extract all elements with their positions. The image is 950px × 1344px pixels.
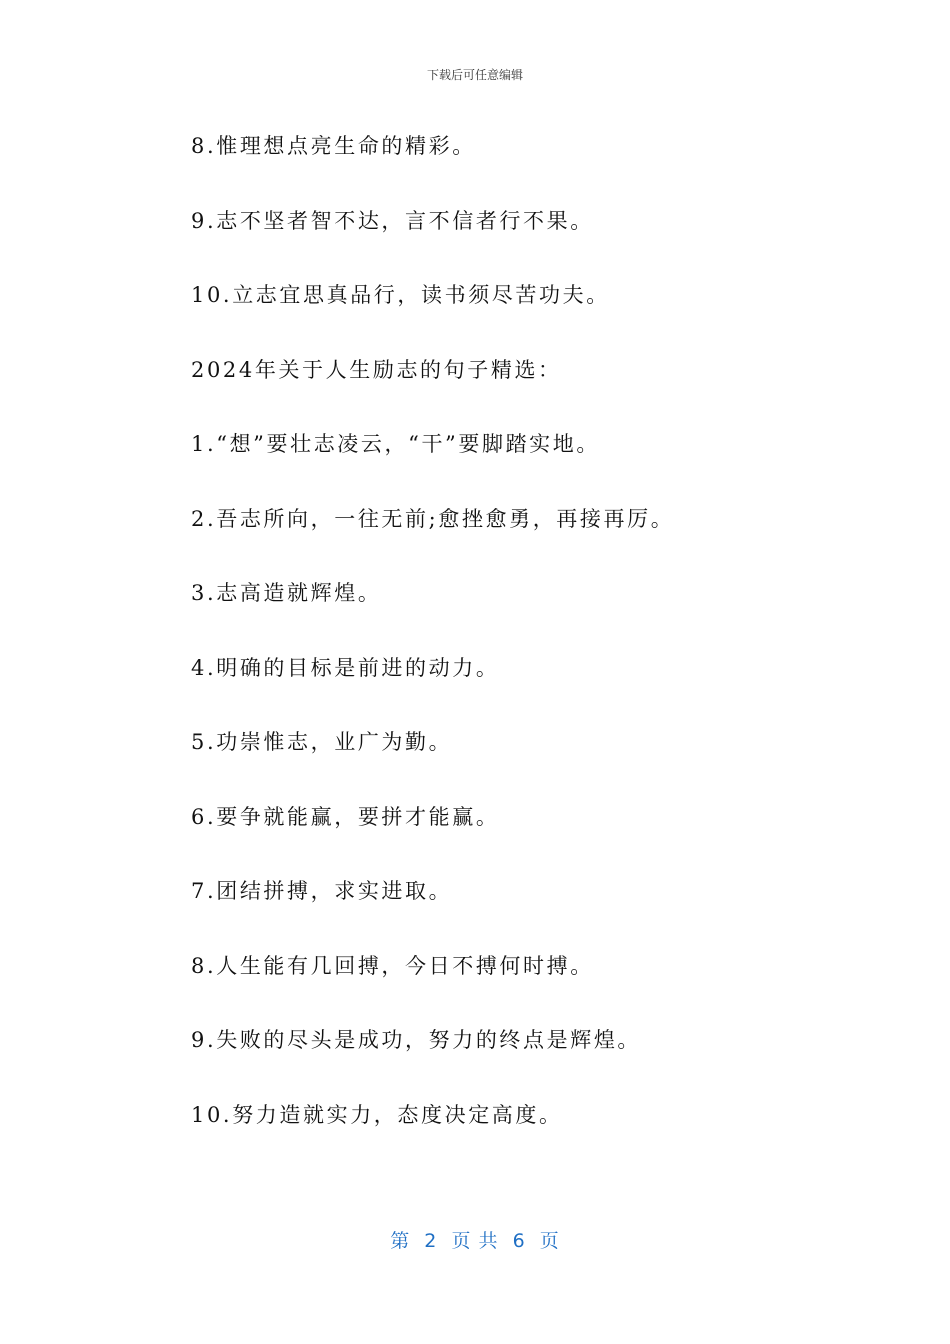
page-number-footer: 第 2 页 共 6 页 [390, 1230, 560, 1252]
text-line: 8.人生能有几回搏，今日不搏何时搏。 [191, 953, 594, 978]
text-line: 9.失败的尽头是成功，努力的终点是辉煌。 [191, 1028, 642, 1052]
text-line: 3.志高造就辉煌。 [191, 581, 382, 605]
text-line: 8.惟理想点亮生命的精彩。 [191, 134, 476, 158]
section-heading: 2024年关于人生励志的句子精选： [191, 357, 562, 382]
text-line: 7.团结拼搏，求实进取。 [191, 879, 453, 903]
text-line: 10.立志宜思真品行，读书须尽苦功夫。 [191, 283, 610, 307]
text-line: 9.志不坚者智不达，言不信者行不果。 [191, 208, 594, 233]
text-line: 4.明确的目标是前进的动力。 [191, 655, 500, 680]
page-header-note: 下载后可任意编辑 [426, 68, 523, 82]
text-line: 10.努力造就实力，态度决定高度。 [191, 1102, 563, 1127]
text-line: 6.要争就能赢，要拼才能赢。 [191, 804, 500, 829]
text-line: 2.吾志所向，一往无前;愈挫愈勇，再接再厉。 [191, 506, 675, 531]
text-line: 1.“想”要壮志凌云，“干”要脚踏实地。 [191, 432, 600, 456]
document-body [191, 131, 891, 1174]
text-line: 5.功崇惟志，业广为勤。 [191, 730, 453, 754]
